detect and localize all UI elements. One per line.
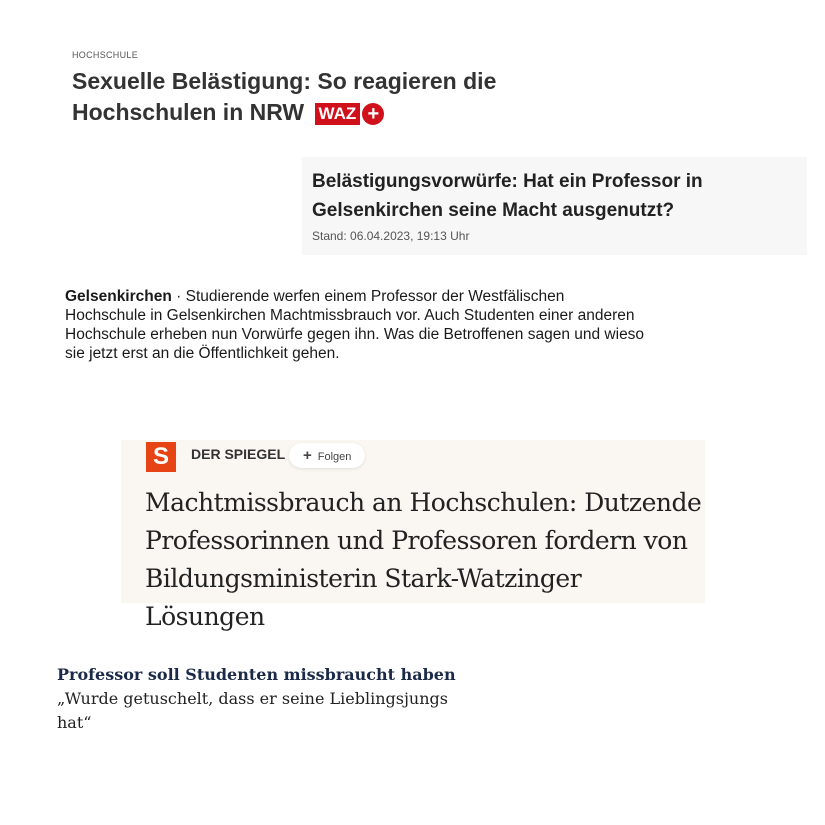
teaser-text <box>65 287 645 363</box>
headline-text: Sexuelle Belästigung: So reagieren die Hochschulen in NRW <box>72 68 497 125</box>
spiegel-headline[interactable]: Machtmissbrauch an Hochschulen: Dutzende Professorinnen und Professoren fordern von Bildungsministerin Stark-Watzinger Lösungen <box>145 488 702 631</box>
location: Gelsenkirchen <box>65 288 172 305</box>
waz-logo: WAZ <box>315 103 361 125</box>
publisher-name: DER SPIEGEL <box>191 446 286 462</box>
spiegel-logo-icon: S <box>146 442 176 472</box>
tagesschau-block <box>302 157 807 255</box>
spiegel-block <box>121 440 705 631</box>
article-teaser[interactable] <box>57 663 457 735</box>
plus-icon: + <box>303 447 312 464</box>
follow-button[interactable] <box>289 443 365 468</box>
article-title: Professor soll Studenten missbraucht haben <box>57 665 456 684</box>
plus-icon: + <box>362 103 384 125</box>
timestamp: Stand: 06.04.2023, 19:13 Uhr <box>312 229 470 243</box>
kicker: HOCHSCHULE <box>72 50 139 60</box>
teaser-body: Studierende werfen einem Professor der Westfälischen Hochschule in Gelsenkirchen Machtmissbrauch vor. Auch Studenten einer anderen Hochschule erheben nun Vorwürfe gegen ihn. Was die Betroffenen sagen und wieso sie jetzt erst an die Öffentlichkeit gehen. <box>65 288 645 362</box>
waz-headline-block <box>72 50 552 128</box>
separator: · <box>171 288 186 305</box>
follow-label: Folgen <box>317 451 352 463</box>
waz-headline[interactable] <box>72 66 552 128</box>
tagesschau-headline[interactable]: Belästigungsvorwürfe: Hat ein Professor in Gelsenkirchen seine Macht ausgenutzt? <box>312 171 703 221</box>
article-quote: „Wurde getuschelt, dass er seine Lieblingsjungs hat“ <box>57 689 448 732</box>
